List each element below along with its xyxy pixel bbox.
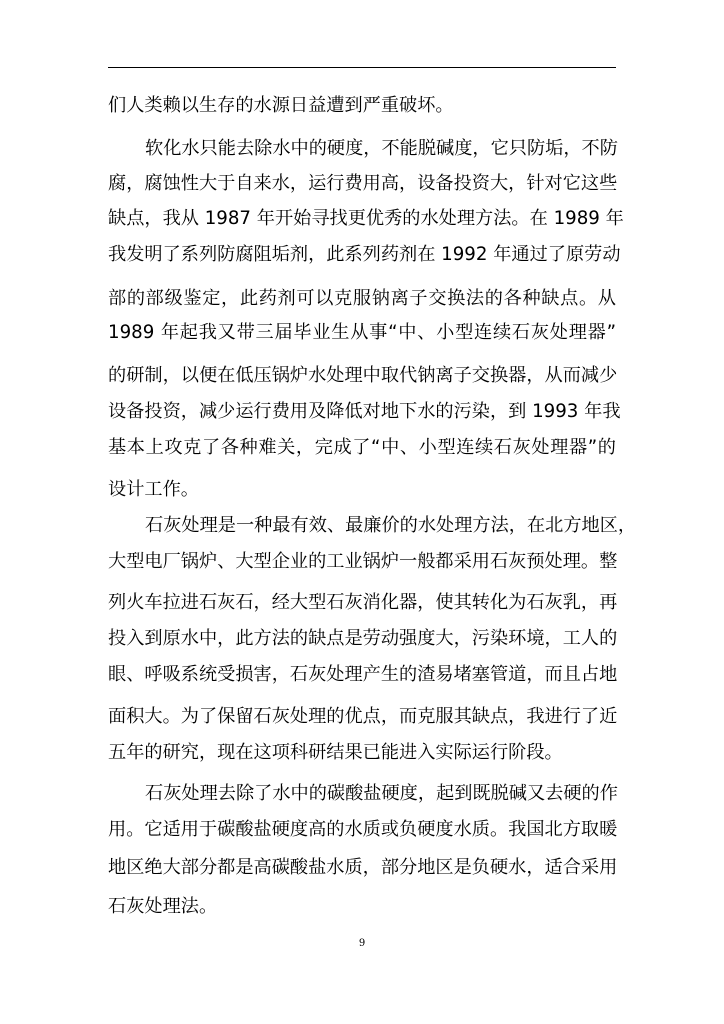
text-line: 软化水只能去除水中的硬度，不能脱碱度，它只防垢，不防 xyxy=(145,138,618,159)
text-line: 五年的研究，现在这项科研结果已能进入实际运行阶段。 xyxy=(108,742,563,763)
text-line: 腐，腐蚀性大于自来水，运行费用高，设备投资大，针对它这些 xyxy=(108,173,618,194)
text-line: 列火车拉进石灰石，经大型石灰消化器，使其转化为石灰乳，再 xyxy=(108,592,618,613)
text-line: 石灰处理是一种最有效、最廉价的水处理方法，在北方地区， xyxy=(145,515,637,536)
text-line: 面积大。为了保留石灰处理的优点，而克服其缺点，我进行了近 xyxy=(108,706,618,727)
text-line: 设计工作。 xyxy=(108,479,199,500)
text-line: 我发明了系列防腐阻垢剂，此系列药剂在 1992 年通过了原劳动 xyxy=(108,244,621,265)
text-line: 投入到原水中，此方法的缺点是劳动强度大，污染环境，工人的 xyxy=(108,628,618,649)
text-line: 们人类赖以生存的水源日益遭到严重破坏。 xyxy=(108,95,454,116)
text-line: 大型电厂锅炉、大型企业的工业锅炉一般都采用石灰预处理。整 xyxy=(108,551,618,572)
text-line: 设备投资，减少运行费用及降低对地下水的污染，到 1993 年我 xyxy=(108,401,621,422)
page-number: 9 xyxy=(358,938,366,949)
text-line: 用。它适用于碳酸盐硬度高的水质或负硬度水质。我国北方取暖 xyxy=(108,819,618,840)
text-line: 石灰处理法。 xyxy=(108,896,218,917)
text-line: 部的部级鉴定，此药剂可以克服钠离子交换法的各种缺点。从 xyxy=(108,288,616,309)
text-line: 缺点，我从 1987 年开始寻找更优秀的水处理方法。在 1989 年 xyxy=(108,208,624,229)
text-line: 眼、呼吸系统受损害，石灰处理产生的渣易堵塞管道，而且占地 xyxy=(108,664,618,685)
header-rule xyxy=(108,67,616,68)
text-line: 石灰处理去除了水中的碳酸盐硬度，起到既脱碱又去硬的作 xyxy=(145,783,618,804)
text-line: 地区绝大部分都是高碳酸盐水质，部分地区是负硬水，适合采用 xyxy=(108,857,618,878)
text-line: 1989 年起我又带三届毕业生从事“中、小型连续石灰处理器” xyxy=(108,322,616,343)
text-line: 的研制，以便在低压锅炉水处理中取代钠离子交换器，从而减少 xyxy=(108,365,618,386)
text-line: 基本上攻克了各种难关，完成了“中、小型连续石灰处理器”的 xyxy=(108,437,616,458)
